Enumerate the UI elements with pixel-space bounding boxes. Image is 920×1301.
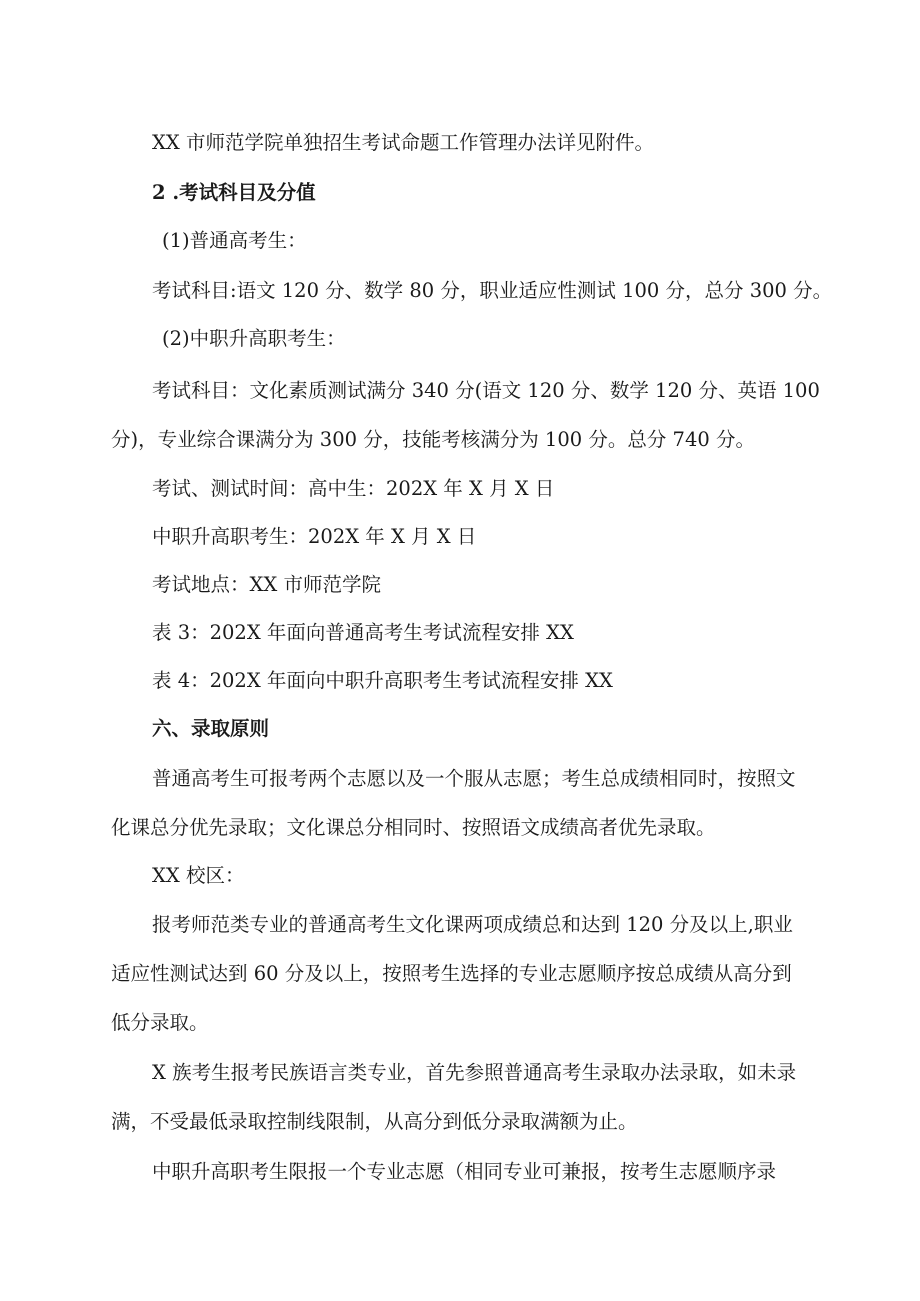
paragraph-ethnic-line2: 满，不受最低录取控制线限制，从高分到低分录取满额为止。	[111, 1110, 638, 1133]
subheading-vocational-students: (2)中职升高职考生：	[162, 327, 346, 350]
paragraph-ethnic-line1: X 族考生报考民族语言类专业，首先参照普通高考生录取办法录取，如未录	[152, 1061, 797, 1084]
section-heading-subjects: 2 .考试科目及分值	[152, 181, 316, 204]
paragraph-exam-rules: XX 市师范学院单独招生考试命题工作管理办法详见附件。	[152, 131, 654, 154]
paragraph-normal-major-line3: 低分录取。	[111, 1011, 209, 1034]
paragraph-admission-line1: 普通高考生可报考两个志愿以及一个服从志愿；考生总成绩相同时，按照文	[152, 767, 796, 790]
subheading-regular-students: (1)普通高考生：	[162, 229, 307, 252]
paragraph-vocational-admission-line1: 中职升高职考生限报一个专业志愿（相同专业可兼报，按考生志愿顺序录	[152, 1160, 777, 1183]
subheading-campus: XX 校区：	[152, 864, 245, 887]
paragraph-regular-subjects: 考试科目:语文 120 分、数学 80 分，职业适应性测试 100 分，总分 300 分。	[152, 279, 833, 302]
paragraph-normal-major-line2: 适应性测试达到 60 分及以上，按照考生选择的专业志愿顺序按总成绩从高分到	[111, 962, 792, 985]
paragraph-exam-location: 考试地点：XX 市师范学院	[152, 573, 381, 596]
paragraph-table3: 表 3：202X 年面向普通高考生考试流程安排 XX	[152, 621, 574, 644]
paragraph-exam-time: 考试、测试时间：高中生：202X 年 X 月 X 日	[152, 477, 555, 500]
paragraph-admission-line2: 化课总分优先录取；文化课总分相同时、按照语文成绩高者优先录取。	[111, 816, 716, 839]
section-heading-admission: 六、录取原则	[152, 717, 270, 740]
paragraph-vocational-subjects-line1: 考试科目：文化素质测试满分 340 分(语文 120 分、数学 120 分、英语 100	[152, 379, 820, 402]
paragraph-normal-major-line1: 报考师范类专业的普通高考生文化课两项成绩总和达到 120 分及以上,职业	[152, 913, 793, 936]
paragraph-vocational-time: 中职升高职考生：202X 年 X 月 X 日	[152, 525, 477, 548]
paragraph-vocational-subjects-line2: 分)，专业综合课满分为 300 分，技能考核满分为 100 分。总分 740 分。	[111, 428, 755, 451]
paragraph-table4: 表 4：202X 年面向中职升高职考生考试流程安排 XX	[152, 669, 613, 692]
